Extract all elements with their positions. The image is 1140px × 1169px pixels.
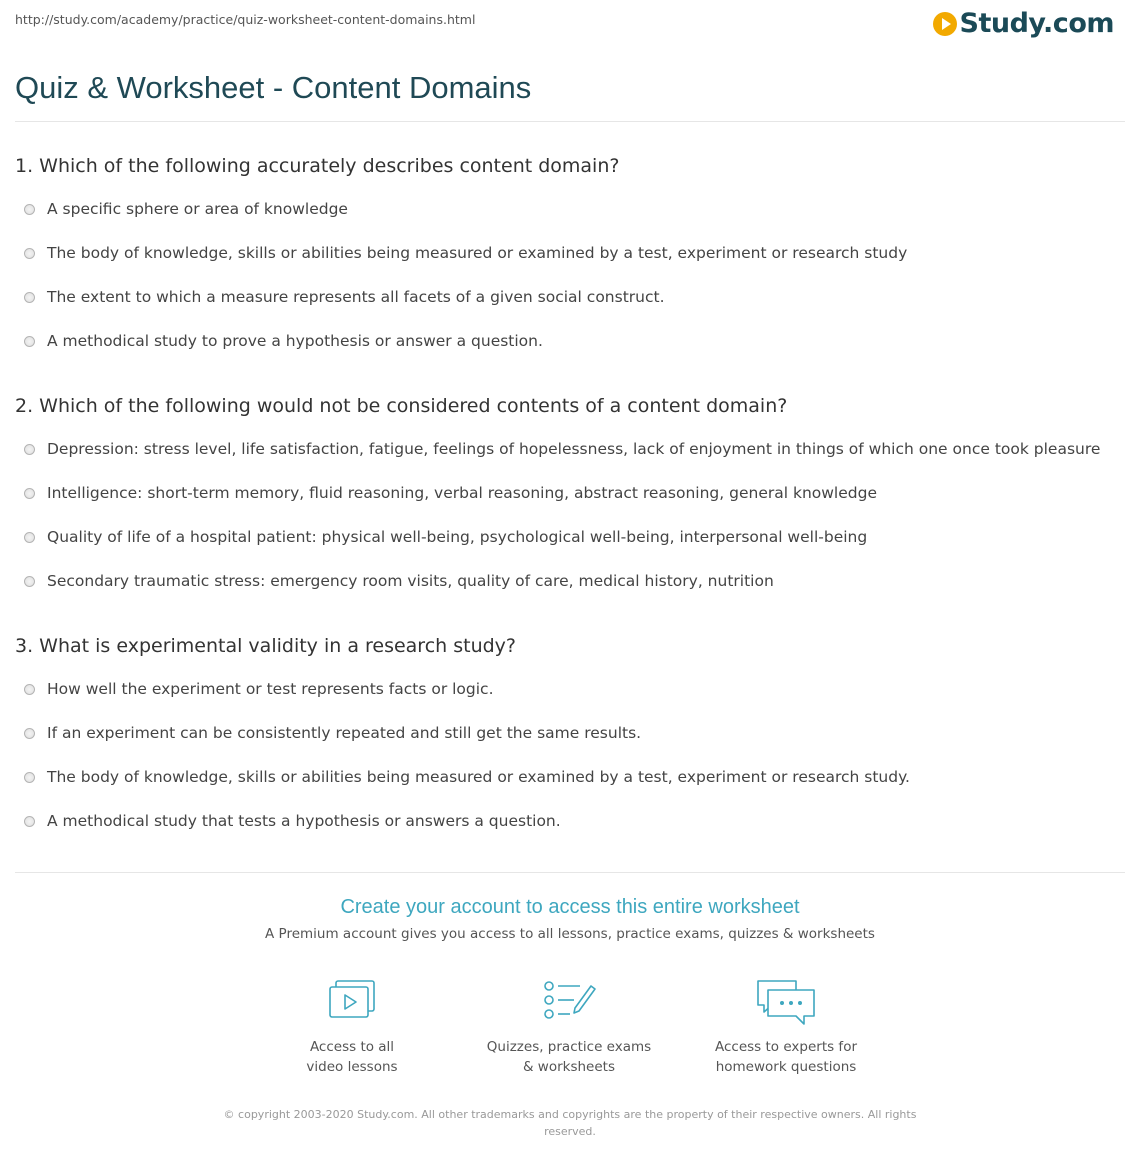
question-3-option-1[interactable]: How well the experiment or test represents facts or logic. [24,680,494,698]
radio-button[interactable] [24,248,35,259]
study-logo[interactable] [933,8,1114,39]
question-1-option-4[interactable]: A methodical study to prove a hypothesis or answer a question. [24,332,543,350]
page-url: http://study.com/academy/practice/quiz-worksheet-content-domains.html [15,12,476,27]
radio-button[interactable] [24,336,35,347]
radio-button[interactable] [24,444,35,455]
question-2-title: 2. Which of the following would not be considered contents of a content domain? [15,395,788,417]
cta-divider [15,872,1125,873]
radio-button[interactable] [24,728,35,739]
question-1-option-3[interactable]: The extent to which a measure represents all facets of a given social construct. [24,288,665,306]
feature-label-line2: video lessons [306,1059,398,1075]
question-2-option-3[interactable]: Quality of life of a hospital patient: physical well-being, psychological well-being, interpersonal well-being [24,528,867,546]
feature-label-line1: Quizzes, practice exams [486,1039,652,1055]
radio-button[interactable] [24,772,35,783]
question-2-option-1[interactable]: Depression: stress level, life satisfaction, fatigue, feelings of hopelessness, lack of enjoyment in things of which one once took pleasure [24,440,1100,458]
quiz-checklist-icon [540,978,598,1024]
question-3-option-2[interactable]: If an experiment can be consistently repeated and still get the same results. [24,724,641,742]
question-1-option-1[interactable]: A specific sphere or area of knowledge [24,200,348,218]
create-account-link[interactable]: Create your account to access this entire worksheet [340,896,800,918]
feature-experts [696,978,876,1077]
question-1-option-2[interactable]: The body of knowledge, skills or abilities being measured or examined by a test, experiment or research study [24,244,907,262]
question-2-option-4[interactable]: Secondary traumatic stress: emergency room visits, quality of care, medical history, nutrition [24,572,774,590]
question-3-option-3[interactable]: The body of knowledge, skills or abilities being measured or examined by a test, experiment or research study. [24,768,910,786]
question-1-title: 1. Which of the following accurately describes content domain? [15,155,620,177]
radio-button[interactable] [24,684,35,695]
radio-button[interactable] [24,488,35,499]
chat-bubbles-icon [754,978,818,1030]
cta-subtitle: A Premium account gives you access to all lessons, practice exams, quizzes & worksheets [265,926,875,942]
feature-label-line2: homework questions [715,1059,857,1075]
feature-label-line1: Access to all [309,1039,395,1055]
study-logo-text: Study.com [959,8,1114,39]
question-3-option-4[interactable]: A methodical study that tests a hypothesis or answers a question. [24,812,561,830]
title-divider [15,121,1125,122]
video-lessons-icon [326,978,378,1024]
feature-label-line2: & worksheets [522,1059,615,1075]
feature-quizzes [479,978,659,1077]
feature-label-line1: Access to experts for [714,1039,857,1055]
copyright-notice: © copyright 2003-2020 Study.com. All other trademarks and copyrights are the property of their respective owners. All rights reserved. [223,1108,917,1138]
study-logo-play-icon [933,12,957,36]
page-title: Quiz & Worksheet - Content Domains [15,70,532,105]
radio-button[interactable] [24,292,35,303]
radio-button[interactable] [24,816,35,827]
radio-button[interactable] [24,204,35,215]
question-3-title: 3. What is experimental validity in a research study? [15,635,517,657]
top-bar [0,0,1140,50]
question-2-option-2[interactable]: Intelligence: short-term memory, fluid reasoning, verbal reasoning, abstract reasoning, general knowledge [24,484,877,502]
radio-button[interactable] [24,576,35,587]
feature-video-lessons [262,978,442,1077]
radio-button[interactable] [24,532,35,543]
